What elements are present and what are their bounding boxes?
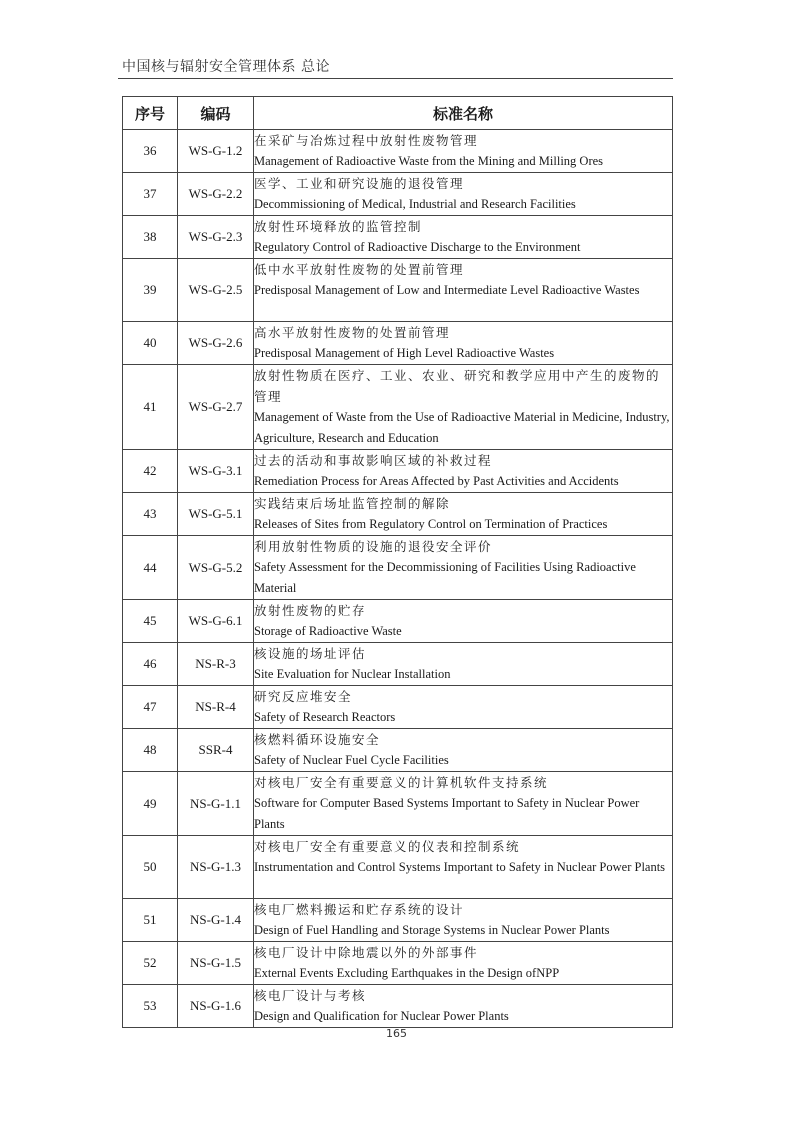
standard-name-english: Management of Radioactive Waste from the Mining and Milling Ores <box>254 154 604 168</box>
standard-name-english: External Events Excluding Earthquakes in the Design ofNPP <box>254 966 560 980</box>
standard-name-chinese: 核电厂燃料搬运和贮存系统的设计 <box>254 902 465 917</box>
code-cell: WS-G-3.1 <box>178 450 254 493</box>
standard-name-cell <box>254 836 673 899</box>
serial-no-cell: 44 <box>123 536 178 600</box>
table-row <box>123 643 673 686</box>
standard-name-english: Instrumentation and Control Systems Important to Safety in Nuclear Power Plants <box>254 860 666 874</box>
standard-name-english: Predisposal Management of Low and Intermediate Level Radioactive Wastes <box>254 283 640 297</box>
standard-name-chinese: 过去的活动和事故影响区域的补救过程 <box>254 453 493 468</box>
serial-no-cell: 42 <box>123 450 178 493</box>
table-row <box>123 772 673 836</box>
code-cell: NS-G-1.1 <box>178 772 254 836</box>
serial-no-cell: 51 <box>123 899 178 942</box>
standard-name-chinese: 研究反应堆安全 <box>254 689 353 704</box>
standard-name-chinese: 利用放射性物质的设施的退役安全评价 <box>254 539 493 554</box>
standard-name-cell <box>254 772 673 836</box>
standard-name-english: Site Evaluation for Nuclear Installation <box>254 667 451 681</box>
standard-name-chinese: 核燃料循环设施安全 <box>254 732 381 747</box>
standard-name-chinese: 核电厂设计中除地震以外的外部事件 <box>254 945 479 960</box>
table-row <box>123 836 673 899</box>
serial-no-cell: 48 <box>123 729 178 772</box>
standard-name-english: Management of Waste from the Use of Radioactive Material in Medicine, Industry, Agriculture, Research and Education <box>254 410 670 445</box>
standard-name-cell <box>254 216 673 259</box>
header-standard-name: 标准名称 <box>254 97 673 130</box>
table-row <box>123 600 673 643</box>
standard-name-english: Regulatory Control of Radioactive Discharge to the Environment <box>254 240 581 254</box>
standard-name-cell <box>254 985 673 1028</box>
standard-name-chinese: 对核电厂安全有重要意义的计算机软件支持系统 <box>254 775 549 790</box>
standard-name-chinese: 高水平放射性废物的处置前管理 <box>254 325 451 340</box>
serial-no-cell: 41 <box>123 365 178 450</box>
standard-name-english: Remediation Process for Areas Affected by Past Activities and Accidents <box>254 474 619 488</box>
code-cell: NS-G-1.3 <box>178 836 254 899</box>
standard-name-cell <box>254 899 673 942</box>
standard-name-chinese: 放射性物质在医疗、工业、农业、研究和教学应用中产生的废物的管理 <box>254 368 661 404</box>
code-cell: WS-G-1.2 <box>178 130 254 173</box>
standard-name-chinese: 医学、工业和研究设施的退役管理 <box>254 176 465 191</box>
serial-no-cell: 53 <box>123 985 178 1028</box>
code-cell: WS-G-2.5 <box>178 259 254 322</box>
standard-name-cell <box>254 729 673 772</box>
table-row <box>123 173 673 216</box>
standard-name-cell <box>254 365 673 450</box>
code-cell: NS-R-3 <box>178 643 254 686</box>
running-header: 中国核与辐射安全管理体系 总论 <box>122 59 330 75</box>
table-row <box>123 729 673 772</box>
code-cell: WS-G-2.3 <box>178 216 254 259</box>
standard-name-english: Software for Computer Based Systems Important to Safety in Nuclear Power Plants <box>254 796 640 831</box>
serial-no-cell: 38 <box>123 216 178 259</box>
standard-name-cell <box>254 686 673 729</box>
serial-no-cell: 36 <box>123 130 178 173</box>
standard-name-cell <box>254 942 673 985</box>
table-row <box>123 942 673 985</box>
serial-no-cell: 47 <box>123 686 178 729</box>
table-row <box>123 259 673 322</box>
code-cell: WS-G-2.6 <box>178 322 254 365</box>
standard-name-english: Releases of Sites from Regulatory Control on Termination of Practices <box>254 517 608 531</box>
standard-name-cell <box>254 600 673 643</box>
standard-name-cell <box>254 450 673 493</box>
table-row <box>123 365 673 450</box>
serial-no-cell: 39 <box>123 259 178 322</box>
code-cell: NS-G-1.5 <box>178 942 254 985</box>
standard-name-english: Decommissioning of Medical, Industrial and Research Facilities <box>254 197 576 211</box>
table-body <box>123 130 673 1028</box>
serial-no-cell: 46 <box>123 643 178 686</box>
serial-no-cell: 52 <box>123 942 178 985</box>
serial-no-cell: 40 <box>123 322 178 365</box>
standard-name-chinese: 低中水平放射性废物的处置前管理 <box>254 262 465 277</box>
code-cell: NS-R-4 <box>178 686 254 729</box>
header-code: 编码 <box>178 97 254 130</box>
standard-name-english: Safety Assessment for the Decommissioning of Facilities Using Radioactive Material <box>254 560 636 595</box>
code-cell: WS-G-5.1 <box>178 493 254 536</box>
header-rule <box>118 78 673 79</box>
standard-name-cell <box>254 259 673 322</box>
table-header-row <box>123 97 673 130</box>
table-row <box>123 216 673 259</box>
code-cell: NS-G-1.4 <box>178 899 254 942</box>
standard-name-chinese: 核电厂设计与考核 <box>254 988 367 1003</box>
serial-no-cell: 45 <box>123 600 178 643</box>
serial-no-cell: 37 <box>123 173 178 216</box>
standard-name-chinese: 在采矿与冶炼过程中放射性废物管理 <box>254 133 479 148</box>
code-cell: WS-G-6.1 <box>178 600 254 643</box>
standard-name-english: Predisposal Management of High Level Radioactive Wastes <box>254 346 555 360</box>
standard-name-chinese: 放射性环境释放的监管控制 <box>254 219 423 234</box>
table-row <box>123 899 673 942</box>
code-cell: NS-G-1.6 <box>178 985 254 1028</box>
standard-name-chinese: 实践结束后场址监管控制的解除 <box>254 496 451 511</box>
code-cell: SSR-4 <box>178 729 254 772</box>
standards-table <box>122 96 673 1028</box>
standard-name-cell <box>254 130 673 173</box>
standard-name-cell <box>254 173 673 216</box>
table-row <box>123 322 673 365</box>
table-row <box>123 450 673 493</box>
standard-name-english: Safety of Research Reactors <box>254 710 396 724</box>
serial-no-cell: 49 <box>123 772 178 836</box>
table-row <box>123 130 673 173</box>
code-cell: WS-G-5.2 <box>178 536 254 600</box>
table-row <box>123 985 673 1028</box>
header-serial-no: 序号 <box>123 97 178 130</box>
code-cell: WS-G-2.2 <box>178 173 254 216</box>
standard-name-english: Storage of Radioactive Waste <box>254 624 402 638</box>
code-cell: WS-G-2.7 <box>178 365 254 450</box>
standard-name-chinese: 核设施的场址评估 <box>254 646 367 661</box>
serial-no-cell: 50 <box>123 836 178 899</box>
standard-name-english: Design of Fuel Handling and Storage Systems in Nuclear Power Plants <box>254 923 610 937</box>
table-row <box>123 493 673 536</box>
standard-name-cell <box>254 493 673 536</box>
serial-no-cell: 43 <box>123 493 178 536</box>
standard-name-chinese: 放射性废物的贮存 <box>254 603 367 618</box>
standard-name-english: Safety of Nuclear Fuel Cycle Facilities <box>254 753 449 767</box>
table-row <box>123 686 673 729</box>
page-number: 165 <box>386 1027 407 1040</box>
standard-name-english: Design and Qualification for Nuclear Power Plants <box>254 1009 509 1023</box>
standard-name-cell <box>254 643 673 686</box>
table-row <box>123 536 673 600</box>
standard-name-cell <box>254 322 673 365</box>
standard-name-cell <box>254 536 673 600</box>
standard-name-chinese: 对核电厂安全有重要意义的仪表和控制系统 <box>254 839 521 854</box>
